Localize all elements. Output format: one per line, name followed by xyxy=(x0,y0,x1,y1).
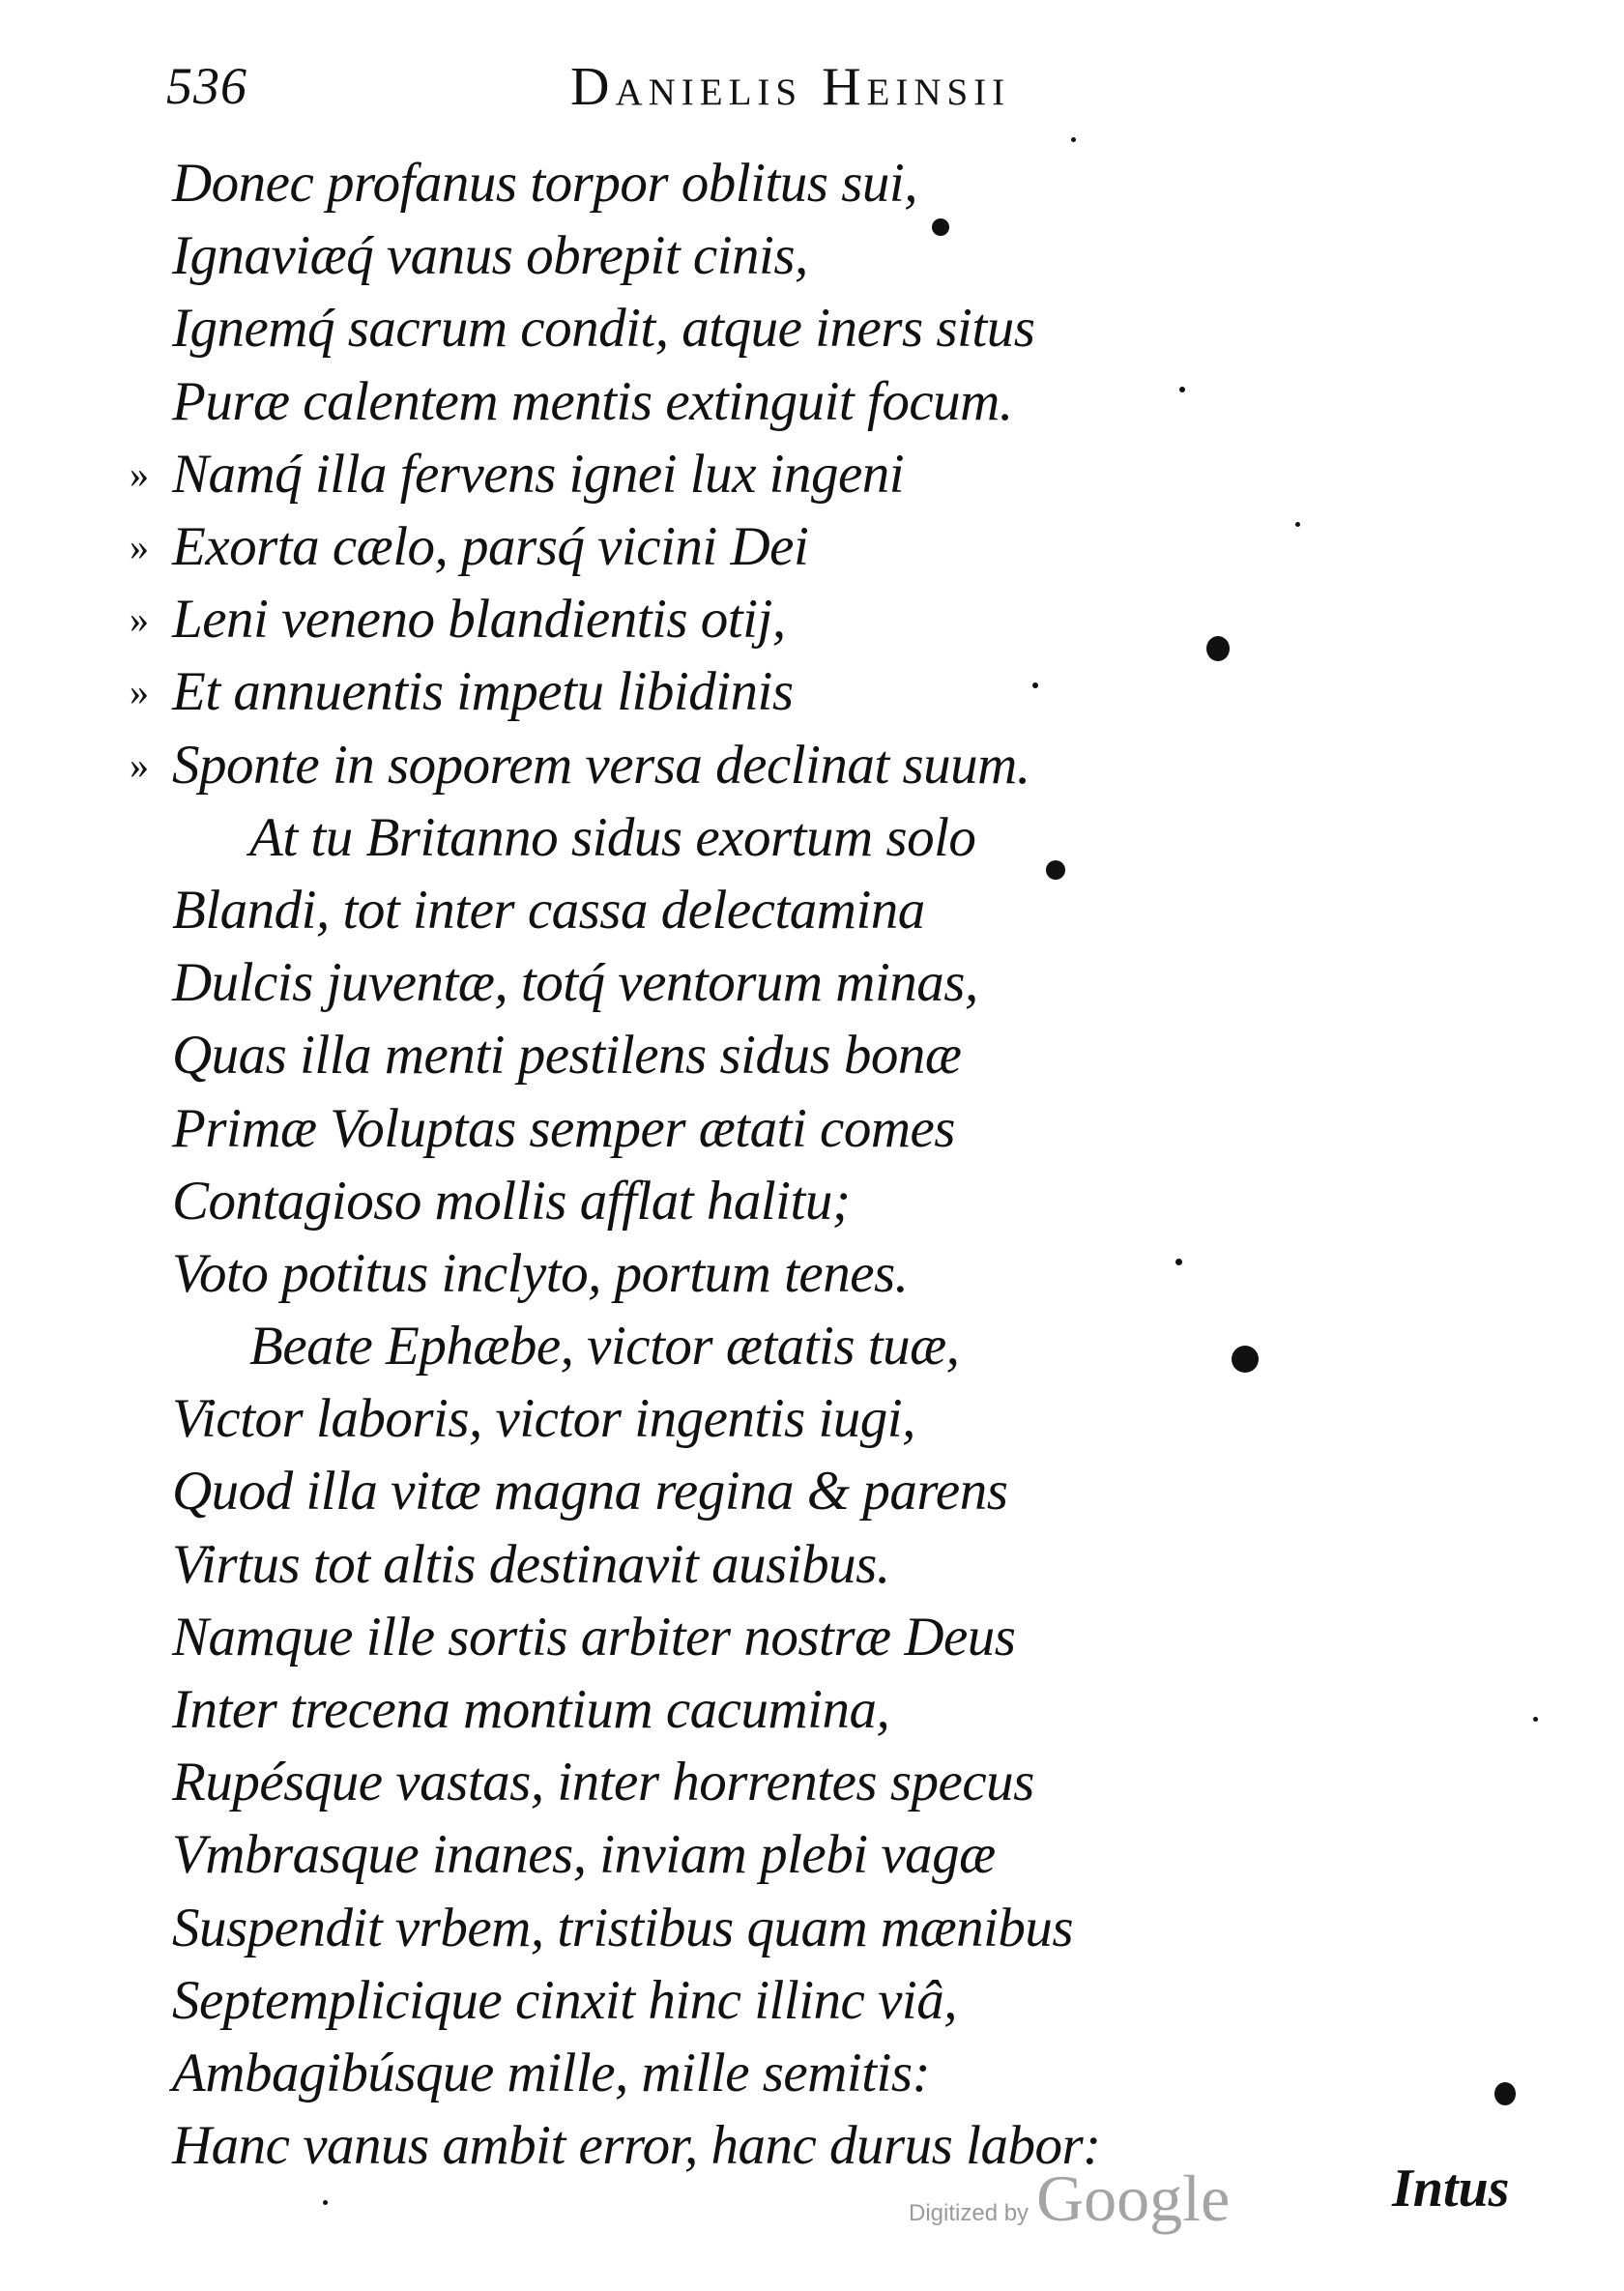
ink-speck xyxy=(1533,1717,1538,1722)
ink-speck xyxy=(1071,137,1076,142)
verse-line xyxy=(172,801,1313,874)
quotation-mark: » xyxy=(130,451,149,496)
verse-line-text: Sponte in soporem versa declinat suum. xyxy=(172,734,1030,796)
verse-line-text: Puræ calentem mentis extinguit focum. xyxy=(172,370,1013,432)
page-number: 536 xyxy=(166,57,247,115)
ink-speck xyxy=(1295,522,1300,527)
ink-speck xyxy=(1032,682,1038,688)
verse-line xyxy=(172,1818,1313,1891)
ink-speck xyxy=(1175,1259,1182,1265)
verse-line-text: Beate Ephæbe, victor ætatis tuæ, xyxy=(249,1316,960,1378)
verse-line xyxy=(172,1237,1313,1310)
verse-line-text: At tu Britanno sidus exortum solo xyxy=(249,806,976,868)
verse-line-text: Virtus tot altis destinavit ausibus. xyxy=(172,1533,890,1595)
verse-line-text: Namq́ illa fervens ignei lux ingeni xyxy=(172,443,905,505)
verse-line xyxy=(130,438,1313,510)
verse-line xyxy=(172,147,1313,219)
verse-line xyxy=(172,1165,1313,1237)
verse-line xyxy=(130,729,1313,801)
verse-line-text: Ambagibúsque mille, mille semitis: xyxy=(172,2042,931,2103)
verse-line xyxy=(172,946,1313,1019)
verse-line-text: Suspendit vrbem, tristibus quam mænibus xyxy=(172,1897,1074,1958)
running-title: Danielis Heinsii xyxy=(570,57,1011,117)
verse-line-text: Victor laboris, victor ingentis iugi, xyxy=(172,1388,915,1450)
verse-line xyxy=(172,2037,1313,2109)
verse-line-text: Et annuentis impetu libidinis xyxy=(172,661,794,723)
verse-line-text: Ignaviæq́ vanus obrepit cinis, xyxy=(172,225,808,287)
verse-line-text: Septemplicique cinxit hinc illinc viâ, xyxy=(172,1969,957,2031)
verse-line xyxy=(172,365,1313,438)
verse-line-text: Rupésque vastas, inter horrentes specus xyxy=(172,1752,1034,1813)
verse-line xyxy=(130,655,1313,728)
ink-speck xyxy=(1232,1346,1259,1373)
quotation-mark: » xyxy=(130,597,149,642)
verse-line-text: Leni veneno blandientis otij, xyxy=(172,589,786,651)
verse-line xyxy=(172,874,1313,946)
verse-line xyxy=(172,1601,1313,1673)
verse-line-text: Namque ille sortis arbiter nostræ Deus xyxy=(172,1606,1016,1668)
verse-line xyxy=(172,1310,1313,1382)
ink-speck xyxy=(932,218,949,236)
verse-line-text: Exorta cælo, parsq́ vicini Dei xyxy=(172,516,809,578)
ink-speck xyxy=(1494,2082,1516,2105)
verse-line xyxy=(172,1455,1313,1527)
verse-line-text: Blandi, tot inter cassa delectamina xyxy=(172,879,925,941)
verse-line-text: Vmbrasque inanes, inviam plebi vagæ xyxy=(172,1824,996,1886)
verse-line-text: Hanc vanus ambit error, hanc durus labor: xyxy=(172,2115,1101,2177)
quotation-mark: » xyxy=(130,742,149,787)
verse-line-text: Primæ Voluptas semper ætati comes xyxy=(172,1097,955,1159)
digitized-watermark xyxy=(909,2160,1230,2237)
verse-line xyxy=(172,292,1313,364)
verse-line xyxy=(172,1528,1313,1601)
verse-line-text: Donec profanus torpor oblitus sui, xyxy=(172,153,918,215)
quotation-mark: » xyxy=(130,525,149,569)
verse-line xyxy=(172,1964,1313,2037)
ink-speck xyxy=(1179,387,1185,392)
verse-line xyxy=(172,1673,1313,1746)
verse-line xyxy=(172,1091,1313,1164)
verse-line xyxy=(130,583,1313,655)
verse-line-text: Quas illa menti pestilens sidus bonæ xyxy=(172,1025,962,1087)
verse-line xyxy=(172,1892,1313,1964)
quotation-mark: » xyxy=(130,670,149,714)
verse-line-text: Dulcis juventæ, totq́ ventorum minas, xyxy=(172,952,978,1014)
verse-line xyxy=(172,1746,1313,1818)
verse-block xyxy=(130,147,1313,2182)
catchword: Intus xyxy=(1392,2159,1510,2218)
verse-line-text: Contagioso mollis afflat halitu; xyxy=(172,1170,851,1232)
ink-speck xyxy=(1046,860,1065,880)
verse-line-text: Ignemq́ sacrum condit, atque iners situs xyxy=(172,298,1035,360)
verse-line xyxy=(172,1382,1313,1455)
verse-line xyxy=(130,510,1313,583)
verse-line xyxy=(172,1019,1313,1091)
verse-line-text: Inter trecena montium cacumina, xyxy=(172,1679,890,1741)
verse-line xyxy=(172,219,1313,292)
google-wordmark: Google xyxy=(1036,2161,1231,2235)
ink-speck xyxy=(1206,636,1230,661)
ink-speck xyxy=(323,2200,328,2205)
verse-line-text: Quod illa vitæ magna regina & parens xyxy=(172,1461,1008,1522)
verse-line-text: Voto potitus inclyto, portum tenes. xyxy=(172,1242,909,1304)
digitized-by-label: Digitized by xyxy=(909,2200,1030,2226)
